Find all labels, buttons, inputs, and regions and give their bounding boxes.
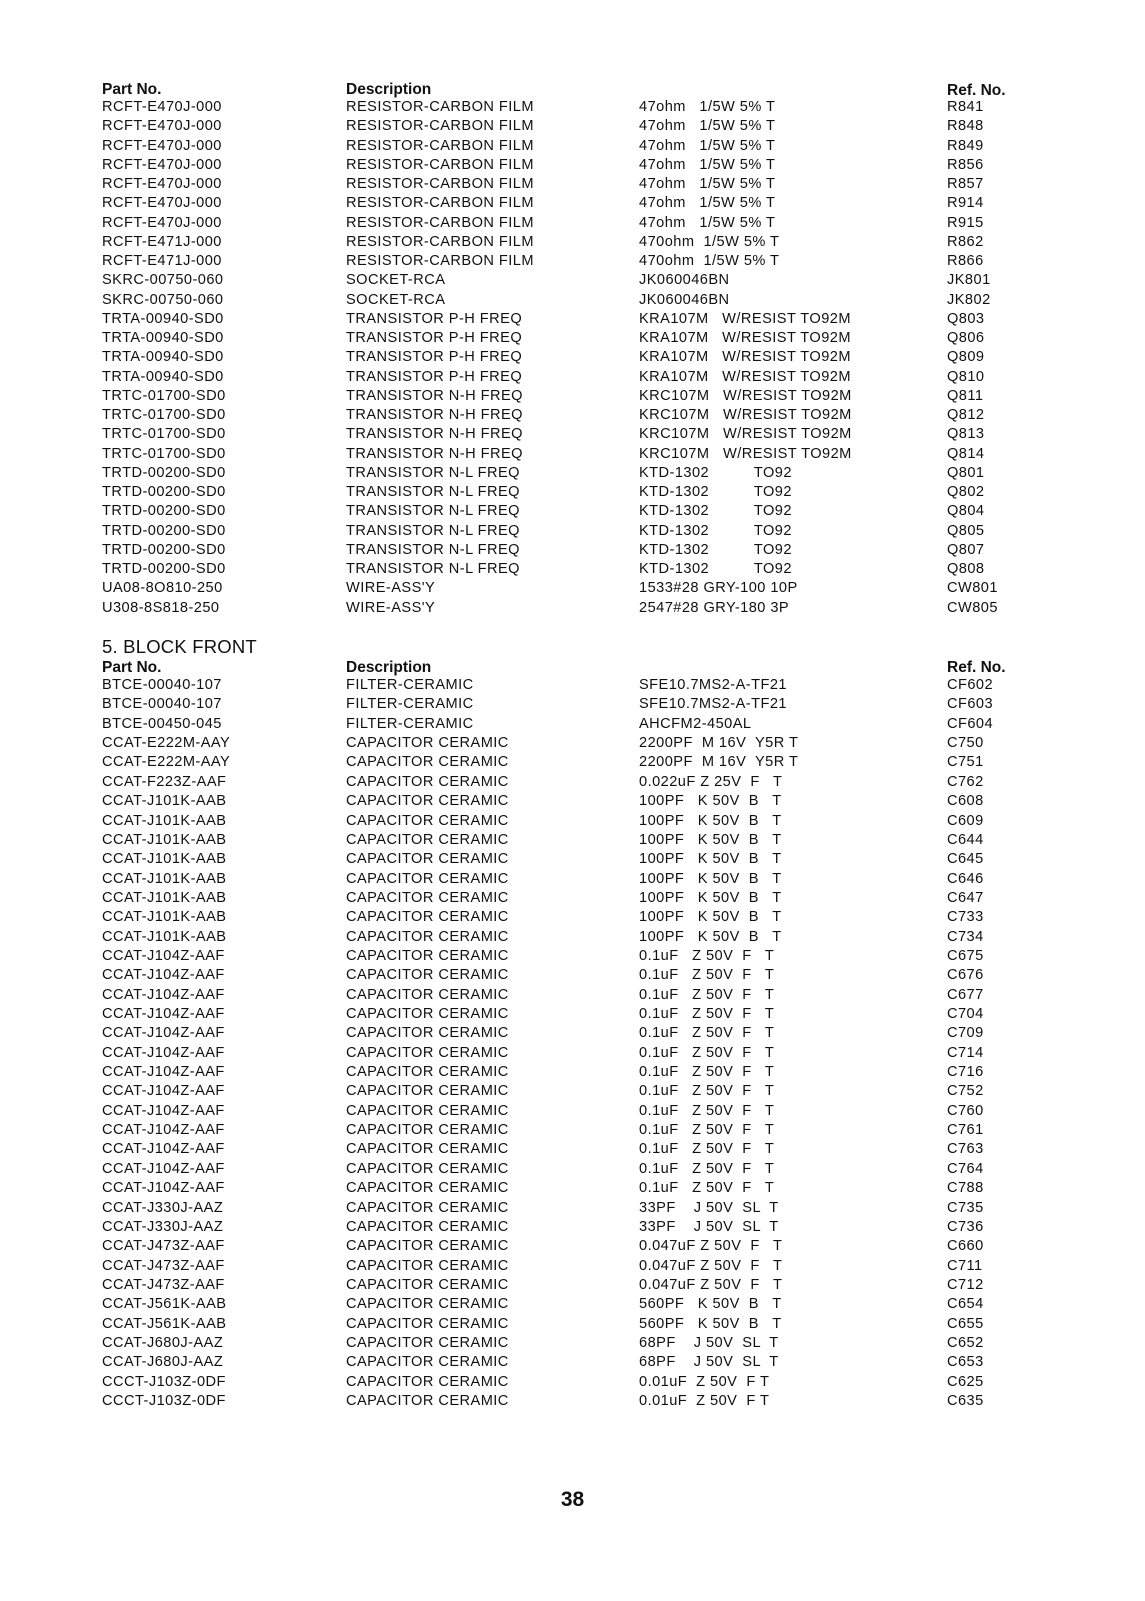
table-cell-description: CAPACITOR CERAMIC (346, 1373, 509, 1390)
table-cell-ref-number: C676 (947, 967, 984, 984)
table-cell-ref-number: C716 (947, 1064, 984, 1080)
table-cell-specification: 0.1uF Z 50V F T (639, 1102, 775, 1119)
table-cell-description: CAPACITOR CERAMIC (346, 1122, 509, 1138)
table-cell-part-number: TRTD-00200-SD0 (102, 561, 226, 577)
table-cell-part-number: CCAT-J104Z-AAF (102, 1141, 225, 1158)
table-cell-ref-number: C608 (947, 793, 984, 810)
table-cell-ref-number: CF602 (947, 677, 994, 693)
table-cell-specification: 560PF K 50V B T (639, 1315, 782, 1332)
table-cell-specification: 560PF K 50V B T (639, 1296, 782, 1313)
table-cell-part-number: CCAT-J104Z-AAF (102, 1064, 225, 1080)
table-cell-specification: 100PF K 50V B T (639, 851, 782, 868)
table-cell-part-number: CCAT-J104Z-AAF (102, 947, 225, 964)
table-cell-ref-number: C763 (947, 1141, 984, 1158)
table-cell-part-number: TRTA-00940-SD0 (102, 349, 224, 366)
table-cell-description: CAPACITOR CERAMIC (346, 1315, 509, 1332)
table-cell-description: CAPACITOR CERAMIC (346, 870, 509, 887)
header-description-block5: Description (346, 659, 432, 676)
table-cell-specification: KRA107M W/RESIST TO92M (639, 349, 851, 366)
table-cell-part-number: TRTD-00200-SD0 (102, 541, 226, 558)
table-cell-description: TRANSISTOR P-H FREQ (346, 368, 523, 385)
table-cell-part-number: TRTC-01700-SD0 (102, 387, 226, 404)
table-cell-specification: 0.1uF Z 50V F T (639, 1180, 775, 1197)
table-cell-specification: 0.1uF Z 50V F T (639, 967, 775, 984)
table-cell-part-number: TRTD-00200-SD0 (102, 484, 226, 500)
table-cell-part-number: CCAT-J104Z-AAF (102, 1122, 225, 1138)
table-cell-part-number: CCAT-J473Z-AAF (102, 1257, 225, 1274)
table-cell-description: WIRE-ASS'Y (346, 599, 436, 616)
table-cell-description: CAPACITOR CERAMIC (346, 1141, 509, 1158)
table-cell-ref-number: Q812 (947, 407, 985, 423)
table-cell-ref-number: CF604 (947, 715, 994, 732)
table-cell-part-number: CCAT-E222M-AAY (102, 735, 231, 751)
table-cell-description: CAPACITOR CERAMIC (346, 1083, 509, 1100)
table-cell-specification: KRC107M W/RESIST TO92M (639, 407, 852, 423)
table-cell-description: TRANSISTOR N-L FREQ (346, 484, 520, 500)
table-cell-description: RESISTOR-CARBON FILM (346, 214, 534, 231)
table-cell-description: CAPACITOR CERAMIC (346, 1006, 509, 1022)
table-cell-specification: KTD-1302 TO92 (639, 484, 792, 500)
table-cell-part-number: TRTD-00200-SD0 (102, 464, 226, 481)
table-cell-part-number: CCAT-J330J-AAZ (102, 1218, 224, 1235)
table-cell-ref-number: C609 (947, 812, 984, 829)
table-cell-ref-number: Q809 (947, 349, 985, 366)
table-cell-part-number: CCAT-J101K-AAB (102, 889, 227, 906)
table-cell-specification: 0.01uF Z 50V F T (639, 1393, 770, 1409)
table-cell-part-number: RCFT-E470J-000 (102, 156, 222, 173)
table-cell-description: TRANSISTOR N-L FREQ (346, 522, 520, 539)
table-cell-ref-number: Q814 (947, 445, 985, 462)
table-cell-part-number: TRTC-01700-SD0 (102, 426, 226, 443)
table-cell-specification: KTD-1302 TO92 (639, 561, 792, 577)
table-cell-specification: 0.047uF Z 50V F T (639, 1257, 783, 1274)
table-cell-description: RESISTOR-CARBON FILM (346, 176, 534, 192)
table-cell-part-number: CCAT-E222M-AAY (102, 754, 231, 771)
table-cell-ref-number: CW801 (947, 580, 998, 597)
table-cell-ref-number: R856 (947, 156, 984, 173)
table-cell-description: CAPACITOR CERAMIC (346, 909, 509, 926)
table-cell-ref-number: C644 (947, 831, 984, 848)
table-cell-specification: KTD-1302 TO92 (639, 522, 792, 539)
table-cell-description: SOCKET-RCA (346, 291, 446, 308)
table-cell-description: RESISTOR-CARBON FILM (346, 156, 534, 173)
table-cell-specification: 2547#28 GRY-180 3P (639, 599, 790, 616)
table-cell-part-number: SKRC-00750-060 (102, 272, 224, 289)
table-cell-description: CAPACITOR CERAMIC (346, 1238, 509, 1255)
table-cell-description: SOCKET-RCA (346, 272, 446, 289)
table-cell-specification: 1533#28 GRY-100 10P (639, 580, 798, 597)
table-cell-ref-number: C734 (947, 928, 984, 945)
table-cell-ref-number: CW805 (947, 599, 998, 616)
table-cell-description: CAPACITOR CERAMIC (346, 1354, 509, 1371)
table-cell-specification: 0.1uF Z 50V F T (639, 1006, 775, 1022)
table-cell-ref-number: R914 (947, 195, 984, 212)
table-cell-description: CAPACITOR CERAMIC (346, 1199, 509, 1216)
table-cell-part-number: TRTC-01700-SD0 (102, 445, 226, 462)
table-cell-specification: 0.01uF Z 50V F T (639, 1373, 770, 1390)
table-cell-specification: 47ohm 1/5W 5% T (639, 137, 776, 154)
table-cell-specification: SFE10.7MS2-A-TF21 (639, 677, 787, 693)
table-cell-part-number: CCAT-J101K-AAB (102, 793, 227, 810)
table-cell-ref-number: Q813 (947, 426, 985, 443)
table-cell-specification: 47ohm 1/5W 5% T (639, 118, 776, 135)
table-cell-specification: 33PF J 50V SL T (639, 1218, 779, 1235)
table-cell-part-number: CCAT-F223Z-AAF (102, 773, 227, 790)
table-cell-specification: 33PF J 50V SL T (639, 1199, 779, 1216)
header-part-no: Part No. (102, 81, 162, 98)
table-cell-ref-number: C675 (947, 947, 984, 964)
table-cell-description: TRANSISTOR N-H FREQ (346, 407, 523, 423)
table-cell-specification: 0.1uF Z 50V F T (639, 1083, 775, 1100)
table-cell-ref-number: C704 (947, 1006, 984, 1022)
table-cell-ref-number: Q802 (947, 484, 985, 500)
table-cell-specification: KTD-1302 TO92 (639, 503, 792, 520)
table-cell-ref-number: R866 (947, 253, 984, 269)
table-cell-ref-number: C760 (947, 1102, 984, 1119)
table-cell-ref-number: Q807 (947, 541, 985, 558)
table-cell-specification: KRA107M W/RESIST TO92M (639, 368, 851, 385)
table-cell-ref-number: R862 (947, 233, 984, 250)
header-part-no-block5: Part No. (102, 659, 162, 676)
table-cell-specification: JK060046BN (639, 291, 730, 308)
table-cell-description: CAPACITOR CERAMIC (346, 1218, 509, 1235)
table-cell-part-number: CCCT-J103Z-0DF (102, 1393, 226, 1409)
table-cell-ref-number: Q803 (947, 310, 985, 327)
table-cell-part-number: RCFT-E470J-000 (102, 214, 222, 231)
table-cell-part-number: TRTA-00940-SD0 (102, 330, 224, 346)
table-cell-ref-number: C646 (947, 870, 984, 887)
table-cell-ref-number: C735 (947, 1199, 984, 1216)
table-cell-part-number: CCAT-J104Z-AAF (102, 986, 225, 1003)
table-cell-description: RESISTOR-CARBON FILM (346, 118, 534, 135)
table-cell-description: CAPACITOR CERAMIC (346, 793, 509, 810)
table-cell-specification: KRA107M W/RESIST TO92M (639, 310, 851, 327)
table-cell-specification: 100PF K 50V B T (639, 793, 782, 810)
table-cell-specification: 100PF K 50V B T (639, 889, 782, 906)
table-cell-part-number: TRTD-00200-SD0 (102, 503, 226, 520)
table-cell-description: TRANSISTOR N-L FREQ (346, 541, 520, 558)
page-number: 38 (560, 1488, 585, 1511)
table-cell-description: TRANSISTOR P-H FREQ (346, 349, 523, 366)
table-cell-description: FILTER-CERAMIC (346, 696, 474, 713)
table-cell-part-number: CCAT-J101K-AAB (102, 909, 227, 926)
table-cell-part-number: CCAT-J104Z-AAF (102, 967, 225, 984)
table-cell-ref-number: C677 (947, 986, 984, 1003)
table-cell-ref-number: C711 (947, 1257, 983, 1274)
table-cell-specification: 0.1uF Z 50V F T (639, 986, 775, 1003)
table-cell-description: WIRE-ASS'Y (346, 580, 436, 597)
table-cell-ref-number: R915 (947, 214, 984, 231)
table-cell-specification: 100PF K 50V B T (639, 812, 782, 829)
table-cell-specification: 47ohm 1/5W 5% T (639, 214, 776, 231)
table-cell-description: TRANSISTOR P-H FREQ (346, 330, 523, 346)
table-cell-specification: 47ohm 1/5W 5% T (639, 195, 776, 212)
table-cell-ref-number: Q805 (947, 522, 985, 539)
table-cell-ref-number: C788 (947, 1180, 984, 1197)
table-cell-ref-number: C761 (947, 1122, 984, 1138)
table-cell-part-number: TRTA-00940-SD0 (102, 310, 224, 327)
table-cell-ref-number: R849 (947, 137, 984, 154)
table-cell-ref-number: JK802 (947, 291, 991, 308)
table-cell-part-number: CCAT-J680J-AAZ (102, 1354, 224, 1371)
table-cell-description: TRANSISTOR P-H FREQ (346, 310, 523, 327)
table-cell-specification: 47ohm 1/5W 5% T (639, 99, 776, 115)
table-cell-ref-number: R841 (947, 99, 984, 115)
table-cell-part-number: CCAT-J104Z-AAF (102, 1025, 225, 1042)
table-cell-part-number: RCFT-E470J-000 (102, 99, 222, 115)
table-cell-part-number: CCAT-J104Z-AAF (102, 1180, 225, 1197)
table-cell-description: TRANSISTOR N-H FREQ (346, 445, 523, 462)
table-cell-ref-number: C736 (947, 1218, 984, 1235)
table-cell-part-number: UA08-8O810-250 (102, 580, 223, 597)
table-cell-specification: 0.047uF Z 50V F T (639, 1238, 783, 1255)
table-cell-ref-number: C733 (947, 909, 984, 926)
table-cell-part-number: CCAT-J104Z-AAF (102, 1006, 225, 1022)
table-cell-part-number: U308-8S818-250 (102, 599, 220, 616)
header-ref-no-block5: Ref. No. (947, 659, 1006, 676)
table-cell-part-number: CCAT-J101K-AAB (102, 831, 227, 848)
table-cell-part-number: CCAT-J101K-AAB (102, 870, 227, 887)
table-cell-description: CAPACITOR CERAMIC (346, 1296, 509, 1313)
table-cell-part-number: BTCE-00450-045 (102, 715, 222, 732)
table-cell-ref-number: C762 (947, 773, 984, 790)
table-cell-description: CAPACITOR CERAMIC (346, 831, 509, 848)
table-cell-part-number: CCCT-J103Z-0DF (102, 1373, 226, 1390)
table-cell-specification: KRC107M W/RESIST TO92M (639, 426, 852, 443)
table-cell-description: CAPACITOR CERAMIC (346, 812, 509, 829)
table-cell-ref-number: C652 (947, 1334, 984, 1351)
table-cell-part-number: CCAT-J104Z-AAF (102, 1102, 225, 1119)
table-cell-part-number: RCFT-E470J-000 (102, 176, 222, 192)
table-cell-part-number: CCAT-J561K-AAB (102, 1296, 227, 1313)
table-cell-description: CAPACITOR CERAMIC (346, 1044, 509, 1061)
table-cell-description: CAPACITOR CERAMIC (346, 1102, 509, 1119)
table-cell-ref-number: CF603 (947, 696, 994, 713)
table-cell-ref-number: C714 (947, 1044, 984, 1061)
table-cell-specification: 100PF K 50V B T (639, 831, 782, 848)
table-cell-description: TRANSISTOR N-H FREQ (346, 387, 523, 404)
table-cell-specification: 2200PF M 16V Y5R T (639, 735, 799, 751)
table-cell-specification: 0.1uF Z 50V F T (639, 1141, 775, 1158)
table-cell-description: CAPACITOR CERAMIC (346, 1334, 509, 1351)
table-cell-description: CAPACITOR CERAMIC (346, 947, 509, 964)
table-cell-description: CAPACITOR CERAMIC (346, 967, 509, 984)
table-cell-ref-number: Q811 (947, 387, 984, 404)
table-cell-part-number: RCFT-E470J-000 (102, 137, 222, 154)
table-cell-description: CAPACITOR CERAMIC (346, 889, 509, 906)
table-cell-ref-number: Q804 (947, 503, 985, 520)
table-cell-description: RESISTOR-CARBON FILM (346, 137, 534, 154)
table-cell-ref-number: C655 (947, 1315, 984, 1332)
table-cell-specification: 0.1uF Z 50V F T (639, 947, 775, 964)
table-cell-description: CAPACITOR CERAMIC (346, 1064, 509, 1080)
table-cell-description: CAPACITOR CERAMIC (346, 773, 509, 790)
table-cell-part-number: SKRC-00750-060 (102, 291, 224, 308)
table-cell-description: TRANSISTOR N-H FREQ (346, 426, 523, 443)
table-cell-description: CAPACITOR CERAMIC (346, 1025, 509, 1042)
table-cell-description: CAPACITOR CERAMIC (346, 735, 509, 751)
table-cell-part-number: CCAT-J330J-AAZ (102, 1199, 224, 1216)
table-cell-part-number: BTCE-00040-107 (102, 677, 222, 693)
table-cell-specification: 0.1uF Z 50V F T (639, 1044, 775, 1061)
table-cell-specification: KRA107M W/RESIST TO92M (639, 330, 851, 346)
table-cell-specification: 0.1uF Z 50V F T (639, 1122, 775, 1138)
table-cell-ref-number: Q801 (947, 464, 985, 481)
table-cell-part-number: CCAT-J104Z-AAF (102, 1044, 225, 1061)
table-cell-description: RESISTOR-CARBON FILM (346, 99, 534, 115)
table-cell-description: RESISTOR-CARBON FILM (346, 233, 534, 250)
table-cell-ref-number: C647 (947, 889, 984, 906)
table-cell-part-number: CCAT-J101K-AAB (102, 851, 227, 868)
table-cell-description: CAPACITOR CERAMIC (346, 928, 509, 945)
table-cell-part-number: CCAT-J101K-AAB (102, 928, 227, 945)
table-cell-part-number: RCFT-E471J-000 (102, 233, 222, 250)
table-cell-ref-number: R848 (947, 118, 984, 135)
table-cell-ref-number: C660 (947, 1238, 984, 1255)
table-cell-part-number: TRTC-01700-SD0 (102, 407, 226, 423)
table-cell-description: CAPACITOR CERAMIC (346, 1393, 509, 1409)
table-cell-ref-number: C625 (947, 1373, 984, 1390)
table-cell-description: TRANSISTOR N-L FREQ (346, 464, 520, 481)
table-cell-part-number: RCFT-E471J-000 (102, 253, 222, 269)
table-cell-specification: 68PF J 50V SL T (639, 1334, 779, 1351)
table-cell-part-number: CCAT-J473Z-AAF (102, 1276, 225, 1293)
table-cell-part-number: RCFT-E470J-000 (102, 195, 222, 212)
table-cell-specification: 2200PF M 16V Y5R T (639, 754, 799, 771)
table-cell-ref-number: C654 (947, 1296, 984, 1313)
table-cell-specification: 100PF K 50V B T (639, 909, 782, 926)
table-cell-specification: SFE10.7MS2-A-TF21 (639, 696, 787, 713)
table-cell-specification: 100PF K 50V B T (639, 928, 782, 945)
table-cell-specification: 470ohm 1/5W 5% T (639, 253, 780, 269)
table-cell-description: TRANSISTOR N-L FREQ (346, 561, 520, 577)
table-cell-ref-number: JK801 (947, 272, 991, 289)
table-cell-specification: 0.1uF Z 50V F T (639, 1025, 775, 1042)
table-cell-part-number: CCAT-J101K-AAB (102, 812, 227, 829)
table-cell-description: TRANSISTOR N-L FREQ (346, 503, 520, 520)
table-cell-part-number: BTCE-00040-107 (102, 696, 222, 713)
header-ref-no: Ref. No. (947, 82, 1006, 99)
table-cell-ref-number: C764 (947, 1160, 984, 1177)
table-cell-description: FILTER-CERAMIC (346, 715, 474, 732)
table-cell-part-number: CCAT-J104Z-AAF (102, 1083, 225, 1100)
table-cell-part-number: CCAT-J561K-AAB (102, 1315, 227, 1332)
table-cell-specification: 0.1uF Z 50V F T (639, 1160, 775, 1177)
table-cell-description: CAPACITOR CERAMIC (346, 986, 509, 1003)
table-cell-specification: 47ohm 1/5W 5% T (639, 156, 776, 173)
table-cell-specification: 0.022uF Z 25V F T (639, 773, 783, 790)
table-cell-ref-number: C750 (947, 735, 984, 751)
table-cell-specification: JK060046BN (639, 272, 730, 289)
table-cell-description: CAPACITOR CERAMIC (346, 754, 509, 771)
table-cell-part-number: TRTD-00200-SD0 (102, 522, 226, 539)
table-cell-description: RESISTOR-CARBON FILM (346, 195, 534, 212)
table-cell-description: CAPACITOR CERAMIC (346, 1276, 509, 1293)
table-cell-specification: 470ohm 1/5W 5% T (639, 233, 780, 250)
table-cell-ref-number: Q806 (947, 330, 985, 346)
table-cell-specification: 68PF J 50V SL T (639, 1354, 779, 1371)
table-cell-ref-number: Q810 (947, 368, 985, 385)
table-cell-description: FILTER-CERAMIC (346, 677, 474, 693)
table-cell-description: RESISTOR-CARBON FILM (346, 253, 534, 269)
table-cell-description: CAPACITOR CERAMIC (346, 1160, 509, 1177)
table-cell-specification: 0.1uF Z 50V F T (639, 1064, 775, 1080)
table-cell-ref-number: C653 (947, 1354, 984, 1371)
table-cell-specification: 47ohm 1/5W 5% T (639, 176, 776, 192)
table-cell-specification: 100PF K 50V B T (639, 870, 782, 887)
table-cell-part-number: CCAT-J680J-AAZ (102, 1334, 224, 1351)
table-cell-part-number: RCFT-E470J-000 (102, 118, 222, 135)
table-cell-ref-number: C635 (947, 1393, 984, 1409)
table-cell-part-number: CCAT-J473Z-AAF (102, 1238, 225, 1255)
table-cell-specification: 0.047uF Z 50V F T (639, 1276, 783, 1293)
table-cell-ref-number: Q808 (947, 561, 985, 577)
table-cell-ref-number: C709 (947, 1025, 984, 1042)
table-cell-description: CAPACITOR CERAMIC (346, 1257, 509, 1274)
table-cell-ref-number: R857 (947, 176, 984, 192)
table-cell-specification: KRC107M W/RESIST TO92M (639, 445, 852, 462)
header-description: Description (346, 81, 432, 98)
table-cell-part-number: TRTA-00940-SD0 (102, 368, 224, 385)
table-cell-ref-number: C645 (947, 851, 984, 868)
section-title: 5. BLOCK FRONT (102, 636, 257, 657)
table-cell-specification: KTD-1302 TO92 (639, 541, 792, 558)
table-cell-description: CAPACITOR CERAMIC (346, 1180, 509, 1197)
table-cell-specification: AHCFM2-450AL (639, 715, 752, 732)
table-cell-specification: KRC107M W/RESIST TO92M (639, 387, 852, 404)
table-cell-ref-number: C751 (947, 754, 984, 771)
table-cell-specification: KTD-1302 TO92 (639, 464, 792, 481)
table-cell-description: CAPACITOR CERAMIC (346, 851, 509, 868)
table-cell-ref-number: C712 (947, 1276, 984, 1293)
table-cell-part-number: CCAT-J104Z-AAF (102, 1160, 225, 1177)
table-cell-ref-number: C752 (947, 1083, 984, 1100)
